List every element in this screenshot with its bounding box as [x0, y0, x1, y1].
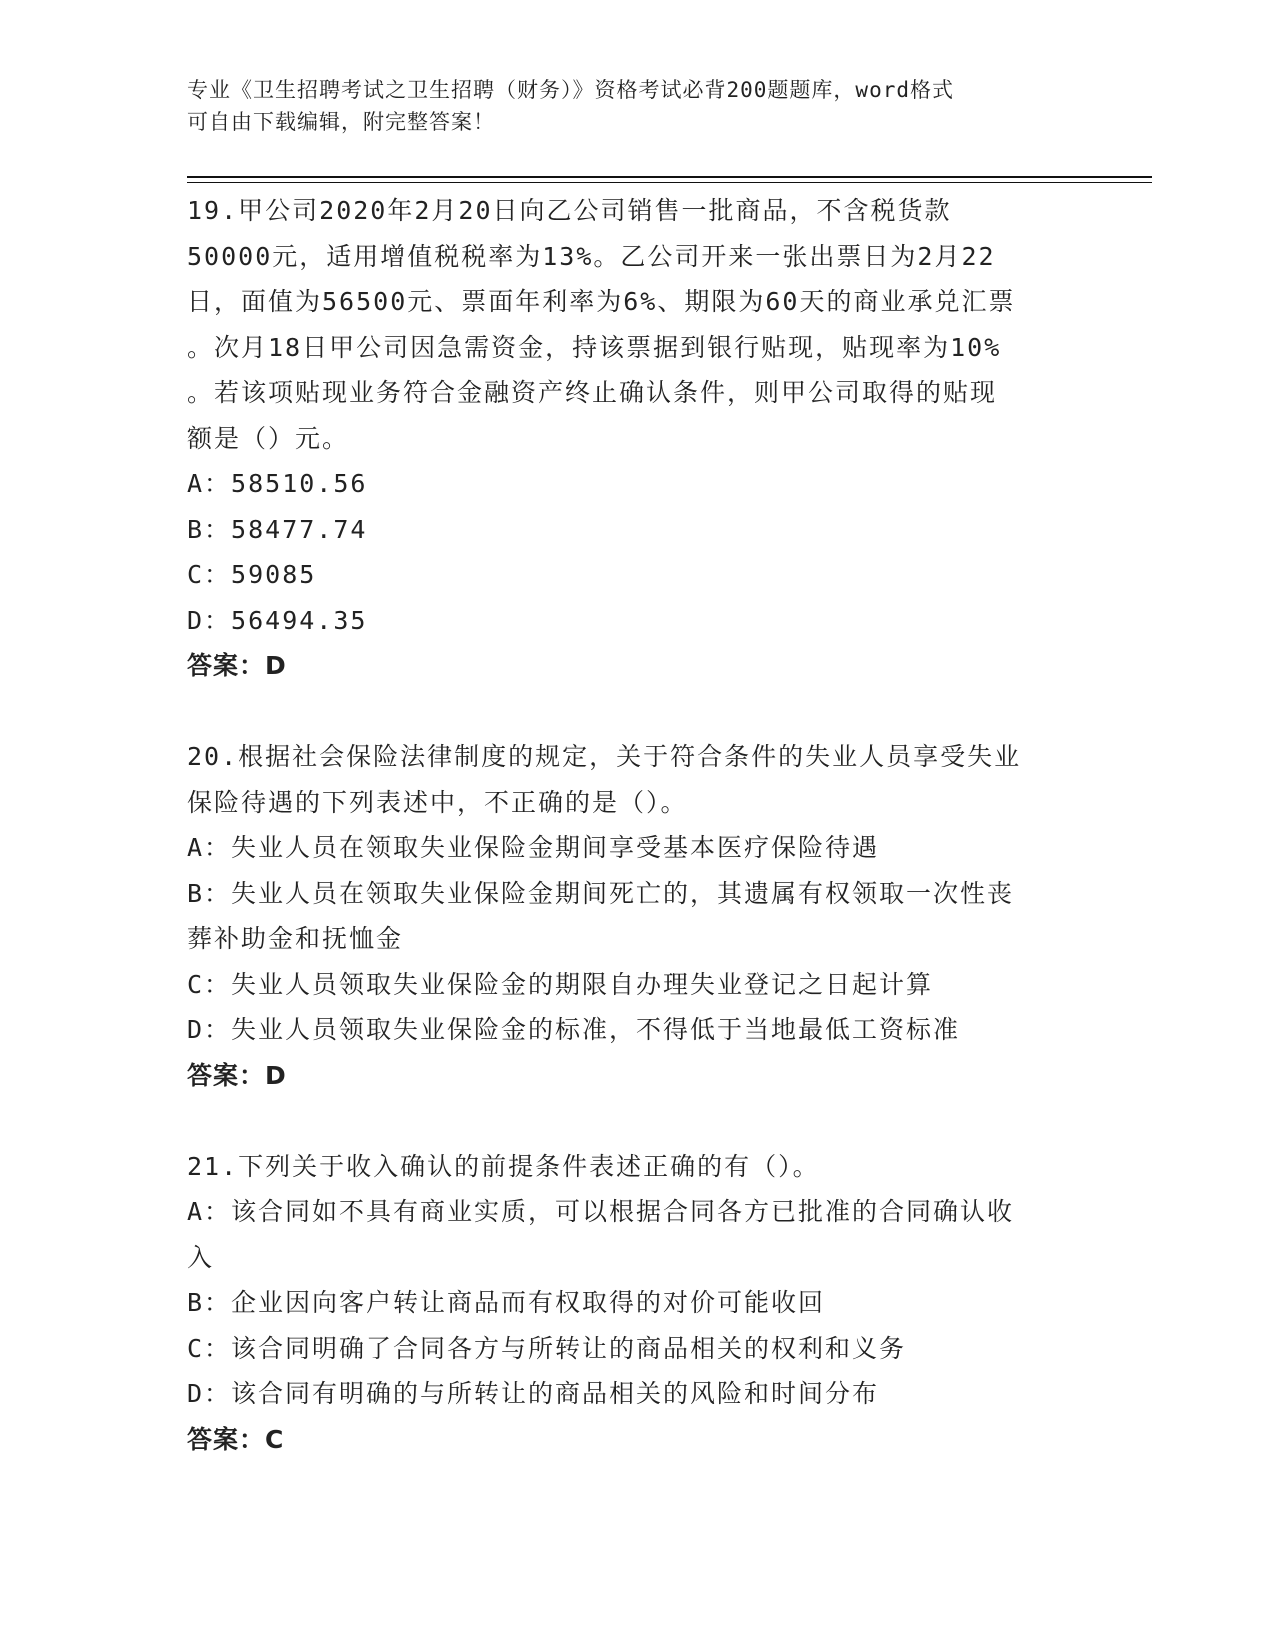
question-stem-line: 50000元，适用增值税税率为13%。乙公司开来一张出票日为2月22 [187, 241, 996, 271]
question-20 [187, 734, 1087, 1098]
header-title-line-1: 专业《卫生招聘考试之卫生招聘（财务）》资格考试必背200题题库，word格式 [187, 78, 954, 102]
question-21 [187, 1144, 1087, 1463]
option-b: B：失业人员在领取失业保险金期间死亡的，其遗属有权领取一次性丧 [187, 878, 1015, 908]
question-19 [187, 188, 1087, 689]
question-list [187, 188, 1087, 1462]
option-c: C：该合同明确了合同各方与所转让的商品相关的权利和义务 [187, 1333, 907, 1363]
document-header [187, 74, 1067, 138]
option-a-continued: 入 [187, 1242, 215, 1272]
option-c: C：59085 [187, 560, 317, 589]
question-stem-line: 21.下列关于收入确认的前提条件表述正确的有（）。 [187, 1151, 820, 1181]
option-c: C：失业人员领取失业保险金的期限自办理失业登记之日起计算 [187, 969, 934, 999]
question-spacer [187, 1098, 1087, 1144]
option-a: A：58510.56 [187, 469, 368, 498]
option-a: A：失业人员在领取失业保险金期间享受基本医疗保险待遇 [187, 833, 880, 862]
question-stem-line: 日，面值为56500元、票面年利率为6%、期限为60天的商业承兑汇票 [187, 287, 1016, 316]
header-title-line-2: 可自由下载编辑，附完整答案！ [187, 110, 495, 134]
option-d: D：56494.35 [187, 605, 368, 635]
header-divider-thin [187, 182, 1152, 183]
question-stem-line: 。若该项贴现业务符合金融资产终止确认条件，则甲公司取得的贴现 [187, 378, 998, 407]
option-b: B：企业因向客户转让商品而有权取得的对价可能收回 [187, 1288, 826, 1317]
option-d: D：该合同有明确的与所转让的商品相关的风险和时间分布 [187, 1379, 880, 1408]
option-d: D：失业人员领取失业保险金的标准，不得低于当地最低工资标准 [187, 1015, 961, 1044]
option-b-continued: 葬补助金和抚恤金 [187, 924, 404, 953]
question-stem-line: 额是（）元。 [187, 423, 350, 453]
question-stem-line: 19.甲公司2020年2月20日向乙公司销售一批商品，不含税货款 [187, 196, 952, 225]
option-b: B：58477.74 [187, 514, 368, 544]
question-spacer [187, 689, 1087, 735]
option-a: A：该合同如不具有商业实质，可以根据合同各方已批准的合同确认收 [187, 1197, 1015, 1226]
question-stem-line: 保险待遇的下列表述中，不正确的是（）。 [187, 787, 688, 817]
answer-label: 答案：D [187, 651, 287, 680]
question-stem-line: 20.根据社会保险法律制度的规定，关于符合条件的失业人员享受失业 [187, 742, 1022, 771]
answer-label: 答案：C [187, 1424, 285, 1454]
header-divider-thick [187, 176, 1152, 178]
answer-label: 答案：D [187, 1060, 287, 1090]
question-stem-line: 。次月18日甲公司因急需资金，持该票据到银行贴现，贴现率为10% [187, 332, 1002, 362]
